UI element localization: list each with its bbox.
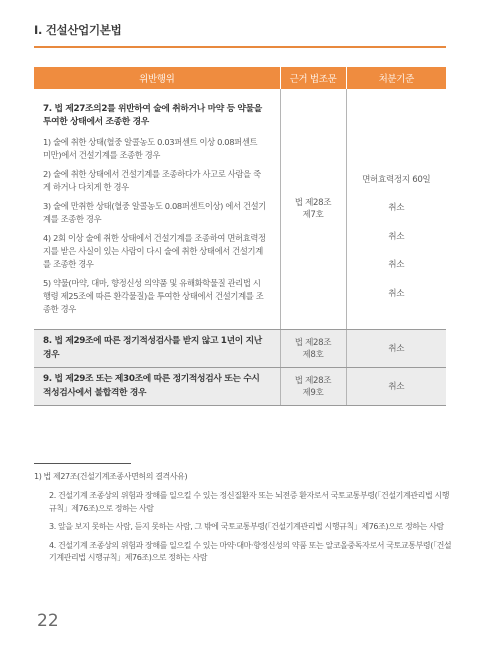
- page-number: 22: [37, 611, 59, 631]
- header-standard: 처분기준: [346, 67, 446, 89]
- standard-value: 면허효력정지 60일: [362, 175, 431, 185]
- violation-table: [34, 67, 446, 406]
- sub-item: 3) 술에 만취한 상태(혈중 알콜농도 0.08퍼센트이상) 에서 건설기계를 조종한 경우: [43, 200, 266, 224]
- law-line: 법 제28조: [294, 375, 332, 386]
- footnote-heading: 1) 법 제27조(건설기계조종사면허의 결격사유): [34, 472, 188, 481]
- standard-value: 취소: [388, 260, 405, 270]
- standard-value: 취소: [388, 343, 405, 354]
- violation-cell: [34, 89, 280, 330]
- item-title: 7. 법 제27조의2를 위반하여 술에 취하거나 마약 등 약물을 투여한 상태에서 조종한 경우: [43, 103, 262, 127]
- law-line: 법 제28조: [294, 337, 332, 348]
- sub-item: 2) 술에 취한 상태에서 건설기계를 조종하다가 사고로 사람을 죽게 하거나 다치게 한 경우: [43, 168, 261, 192]
- standard-cell: [346, 89, 446, 330]
- section-header: [34, 22, 446, 48]
- footnote-item: 4. 건설기계 조종상의 위험과 장해를 일으킬 수 있는 마약·대마·향정신성의 약품 또는 알코올중독자로서 국토교통부령(「건설기계관리법 시행규칙」제76조)으로 정하는 사람: [49, 540, 452, 562]
- footnote-rule: [34, 463, 131, 464]
- section-title: Ⅰ. 건설산업기본법: [34, 23, 122, 37]
- item-title: 8. 법 제29조에 따른 정기적성검사를 받지 않고 1년이 지난 경우: [43, 336, 262, 360]
- table-row: [34, 89, 446, 330]
- violation-cell: [34, 330, 280, 368]
- standard-cell: [346, 330, 446, 368]
- sub-item: 5) 약물(마약, 대마, 향정신성 의약품 및 유해화학물질 관리법 시행령 제25조에 따른 환각물질)을 투여한 상태에서 건설기계를 조종한 경우: [43, 277, 264, 314]
- law-line: 법 제28조: [294, 198, 332, 208]
- law-line: 제8호: [302, 349, 324, 360]
- law-line: 제7호: [302, 210, 324, 220]
- standard-value: 취소: [388, 232, 405, 242]
- footnote-item: 2. 건설기계 조종상의 위험과 장해를 일으킬 수 있는 정신질환자 또는 뇌전증 환자로서 국토교통부령(「건설기계관리법 시행규칙」제76조)으로 정하는 사람: [49, 491, 450, 513]
- table-header-row: [34, 67, 446, 89]
- standard-value: 취소: [388, 203, 405, 213]
- law-cell: [280, 330, 346, 368]
- law-cell: [280, 368, 346, 406]
- violation-cell: [34, 368, 280, 406]
- item-title: 9. 법 제29조 또는 제30조에 따른 정기적성검사 또는 수시적성검사에서 불합격한 경우: [43, 374, 260, 398]
- sub-item: 1) 술에 취한 상태(혈중 알콜농도 0.03퍼센트 이상 0.08퍼센트 미만)에서 건설기계를 조종한 경우: [43, 136, 258, 160]
- table-row: [34, 330, 446, 368]
- law-cell: [280, 89, 346, 330]
- header-law: 근거 법조문: [280, 67, 346, 89]
- standard-value: 취소: [388, 289, 405, 299]
- header-violation: 위반행위: [34, 67, 280, 89]
- footnote-item: 3. 앞을 보지 못하는 사람, 듣지 못하는 사람, 그 밖에 국토교통부령(「건설기계관리법 시행규칙」제76조)으로 정하는 사람: [49, 522, 444, 531]
- standard-cell: [346, 368, 446, 406]
- law-line: 제9호: [302, 387, 324, 398]
- footnotes: [34, 471, 454, 571]
- standard-value: 취소: [388, 381, 405, 392]
- header-rule: [34, 46, 446, 48]
- table-row: [34, 368, 446, 406]
- sub-item: 4) 2회 이상 술에 취한 상태에서 건설기계를 조종하여 면허효력정지를 받은 사실이 있는 사람이 다시 술에 취한 상태에서 건설기계를 조종한 경우: [43, 232, 266, 269]
